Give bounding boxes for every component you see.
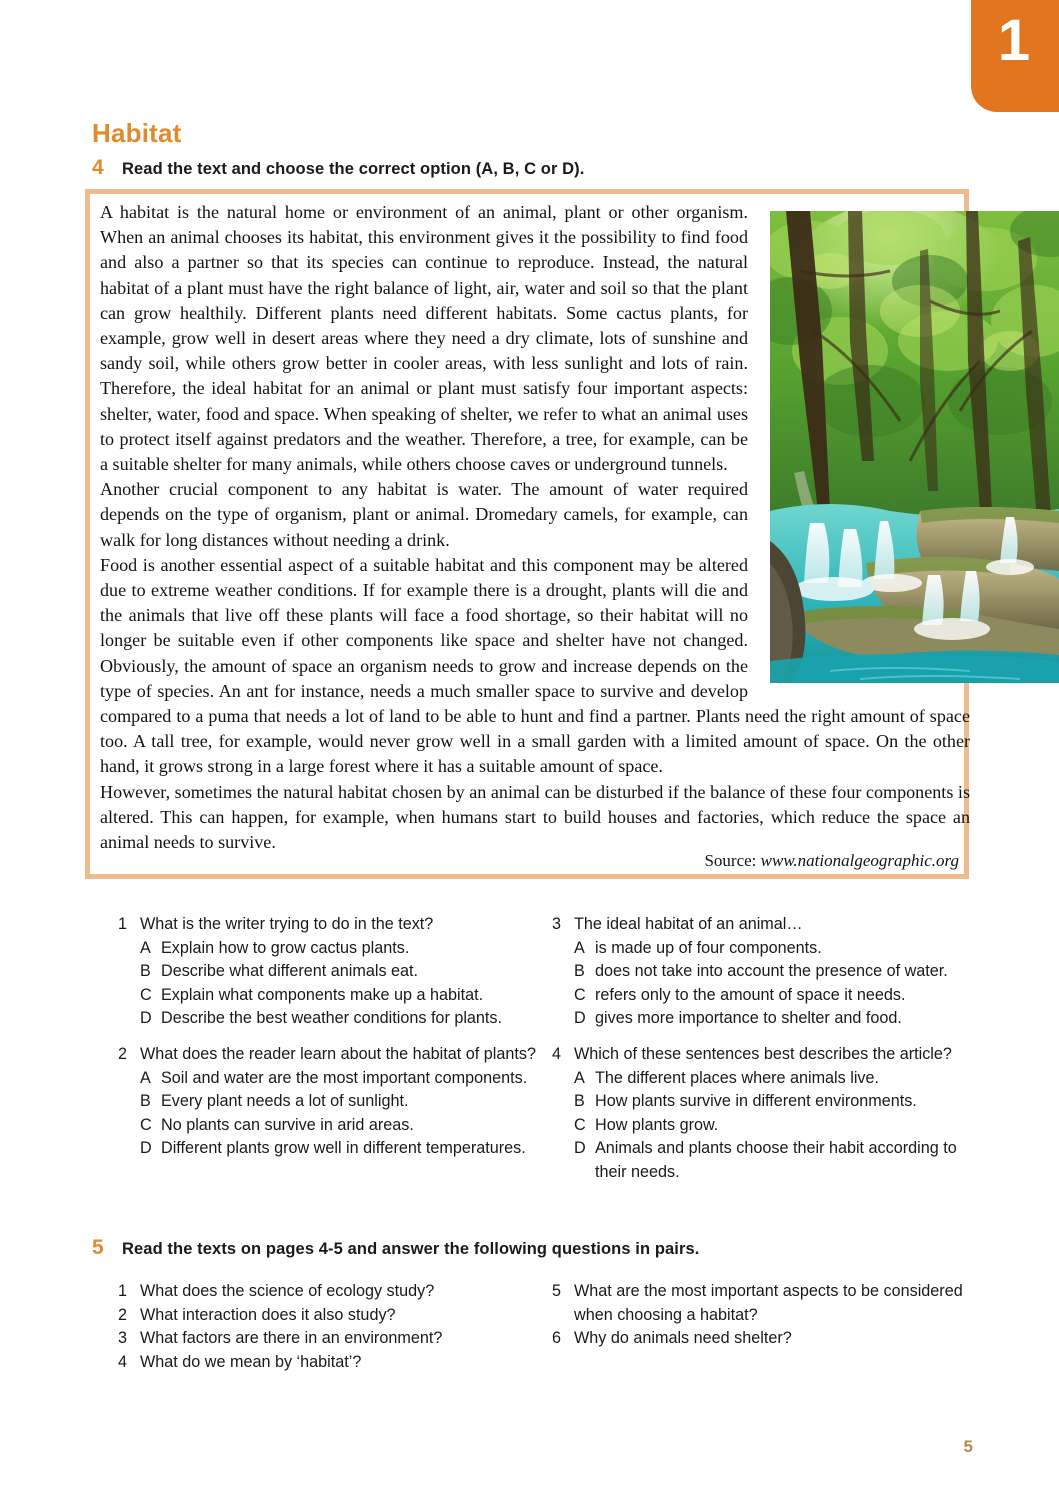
- mc-option-letter: B: [574, 1092, 585, 1111]
- mc-option-letter: D: [140, 1139, 152, 1158]
- exercise-4-number: 4: [92, 156, 104, 179]
- exercise-5-instruction: [92, 1236, 699, 1260]
- passage-paragraph: A habitat is the natural home or environment of an animal, plant or other organism. When an animal chooses its habitat, this environment gives it the possibility to find food and also a partner so that its species can continue to reproduce. Instead, the natural habitat of a plant must have the right balance of light, air, water and soil so that the plant can grow healthily. Different plants need different habitats. Some cactus plants, for example, grow well in desert areas where they need a dry climate, lots of sunshine and sandy soil, while others grow better in cooler areas, with less sunlight and lots of rain. Therefore, the ideal habitat for an animal or plant must satisfy four important aspects: shelter, water, food and space. When speaking of shelter, we refer to what an animal uses to protect itself against predators and the weather. Therefore, a tree, for example, can be a suitable shelter for many animals, while others choose caves or underground tunnels.: [100, 202, 748, 475]
- mc-question-block: [552, 913, 982, 1031]
- short-question-number: 6: [552, 1329, 562, 1348]
- passage-paragraph: Another crucial component to any habitat is water. The amount of water required depends on the type of organism, plant or animal. Dromedary camels, for example, can walk for long distances without needing a drink.: [100, 479, 748, 550]
- mc-option[interactable]: [552, 1137, 982, 1184]
- mc-question-text: What is the writer trying to do in the text?: [140, 915, 434, 933]
- mc-option-text: Soil and water are the most important components.: [161, 1068, 528, 1087]
- mc-question-number: 3: [552, 915, 562, 933]
- mc-option[interactable]: [552, 960, 982, 984]
- short-question-text: What do we mean by ‘habitat’?: [140, 1352, 362, 1371]
- mc-option[interactable]: [118, 1090, 538, 1114]
- short-question-number: 1: [118, 1282, 128, 1300]
- mc-option-letter: C: [574, 985, 586, 1004]
- mc-question-block: [118, 1043, 538, 1161]
- mc-option-letter: B: [140, 1092, 151, 1111]
- mc-option-text: Describe what different animals eat.: [161, 962, 419, 981]
- mc-question-text: Which of these sentences best describes the article?: [574, 1044, 952, 1063]
- short-question-item: [552, 1280, 982, 1327]
- mc-question-text: What does the reader learn about the habitat of plants?: [140, 1044, 536, 1063]
- short-question-number: 5: [552, 1282, 562, 1300]
- mc-question-number: 1: [118, 915, 128, 933]
- short-question-number: 2: [118, 1305, 128, 1324]
- mc-option-letter: A: [574, 938, 585, 957]
- mc-question-block: [552, 1043, 982, 1185]
- mc-option-text: Every plant needs a lot of sunlight.: [161, 1092, 409, 1111]
- exercise-5-right-column: [552, 1280, 982, 1351]
- short-question-item: [118, 1327, 538, 1351]
- passage-paragraph: However, sometimes the natural habitat chosen by an animal can be disturbed if the balance of these four components is altered. This can happen, for example, when humans start to build houses and factories, which reduce the space an animal needs to survive.: [100, 781, 970, 853]
- mc-option[interactable]: [552, 984, 982, 1008]
- mc-option[interactable]: [118, 1007, 538, 1031]
- mc-option-text: The different places where animals live.: [595, 1068, 880, 1087]
- mc-option-letter: B: [140, 962, 151, 981]
- mc-option[interactable]: [118, 937, 538, 961]
- short-question-item: [118, 1304, 538, 1328]
- source-label: Source:: [704, 851, 757, 870]
- mc-question-number: 2: [118, 1044, 128, 1063]
- short-question-item: [118, 1280, 538, 1304]
- mc-option-letter: A: [574, 1068, 585, 1087]
- short-question-item: [118, 1351, 538, 1375]
- short-question-text: What does the science of ecology study?: [140, 1282, 435, 1300]
- exercise-5-number: 5: [92, 1236, 104, 1259]
- mc-option[interactable]: [552, 1067, 982, 1091]
- mc-option-text: Describe the best weather conditions for plants.: [161, 1009, 503, 1028]
- mc-option-text: No plants can survive in arid areas.: [161, 1115, 414, 1134]
- chapter-tab: [971, 0, 1059, 112]
- short-question-number: 3: [118, 1329, 128, 1348]
- mc-option-letter: C: [574, 1115, 586, 1134]
- short-question-text: Why do animals need shelter?: [574, 1329, 792, 1348]
- passage-source: [704, 851, 959, 871]
- mc-option[interactable]: [118, 1137, 538, 1161]
- mc-option-text: gives more importance to shelter and food.: [595, 1009, 902, 1028]
- mc-option[interactable]: [118, 1067, 538, 1091]
- mc-option-letter: D: [574, 1139, 586, 1158]
- mc-option-text: Different plants grow well in different temperatures.: [161, 1139, 526, 1158]
- mc-option-letter: D: [574, 1009, 586, 1028]
- mc-question-text: The ideal habitat of an animal…: [574, 915, 803, 933]
- passage-paragraph: Food is another essential aspect of a suitable habitat and this component may be altered due to extreme weather conditions. If for example there is a drought, plants will die and the animals that live off these plants will face a food shortage, so their habitat will no longer be suitable even if other components like space and shelter have not changed. Obviously, the amount of space an organism needs to grow and increase depends on the type of species. An ant for instance, needs a much smaller space to survive and develop compared to a puma that needs a lot of land to be able to hunt and find a partner. Plants need the right amount of space too. A tall tree, for example, would never grow well in a small garden with a limited amount of space. On the other hand, it grows strong in a large forest where it has a suitable amount of space.: [100, 554, 970, 777]
- mc-option[interactable]: [552, 1007, 982, 1031]
- mc-option-text: How plants survive in different environments.: [595, 1092, 917, 1111]
- mc-questions-left-column: [118, 913, 538, 1173]
- mc-option[interactable]: [118, 984, 538, 1008]
- mc-option-text: is made up of four components.: [595, 938, 822, 957]
- short-question-number: 4: [118, 1352, 128, 1371]
- exercise-5-text: Read the texts on pages 4-5 and answer the following questions in pairs.: [122, 1240, 700, 1258]
- short-question-text: What factors are there in an environment?: [140, 1329, 443, 1348]
- short-question-text: What interaction does it also study?: [140, 1305, 396, 1324]
- mc-option-letter: A: [140, 1068, 151, 1087]
- mc-option-letter: D: [140, 1009, 152, 1028]
- exercise-4-text: Read the text and choose the correct option (A, B, C or D).: [122, 160, 585, 178]
- mc-option[interactable]: [552, 937, 982, 961]
- mc-option-letter: B: [574, 962, 585, 981]
- mc-option-text: Explain how to grow cactus plants.: [161, 938, 410, 957]
- mc-option[interactable]: [118, 960, 538, 984]
- mc-question-stem: [118, 1043, 538, 1067]
- page-title: Habitat: [92, 118, 182, 148]
- mc-option-text: Animals and plants choose their habit according to their needs.: [595, 1139, 957, 1181]
- mc-option-letter: C: [140, 985, 152, 1004]
- photo-text-wrap-spacer: [762, 210, 970, 692]
- mc-question-stem: [552, 1043, 982, 1067]
- source-url: www.nationalgeographic.org: [760, 851, 959, 870]
- mc-option[interactable]: [552, 1114, 982, 1138]
- mc-questions-right-column: [552, 913, 982, 1197]
- mc-option-letter: A: [140, 938, 151, 957]
- reading-passage-text: [100, 200, 970, 855]
- page-number: 5: [963, 1437, 973, 1456]
- mc-question-stem: [118, 913, 538, 937]
- mc-option-text: How plants grow.: [595, 1115, 719, 1134]
- exercise-5-left-column: [118, 1280, 538, 1374]
- mc-option-text: does not take into account the presence of water.: [595, 962, 948, 981]
- mc-option[interactable]: [552, 1090, 982, 1114]
- mc-option-text: refers only to the amount of space it needs.: [595, 985, 906, 1004]
- chapter-number: 1: [997, 8, 1031, 73]
- exercise-4-instruction: [92, 156, 584, 180]
- mc-option[interactable]: [118, 1114, 538, 1138]
- mc-option-letter: C: [140, 1115, 152, 1134]
- mc-option-text: Explain what components make up a habitat.: [161, 985, 484, 1004]
- mc-question-block: [118, 913, 538, 1031]
- mc-question-stem: [552, 913, 982, 937]
- short-question-item: [552, 1327, 982, 1351]
- short-question-text: What are the most important aspects to be considered when choosing a habitat?: [574, 1282, 963, 1324]
- mc-question-number: 4: [552, 1044, 562, 1063]
